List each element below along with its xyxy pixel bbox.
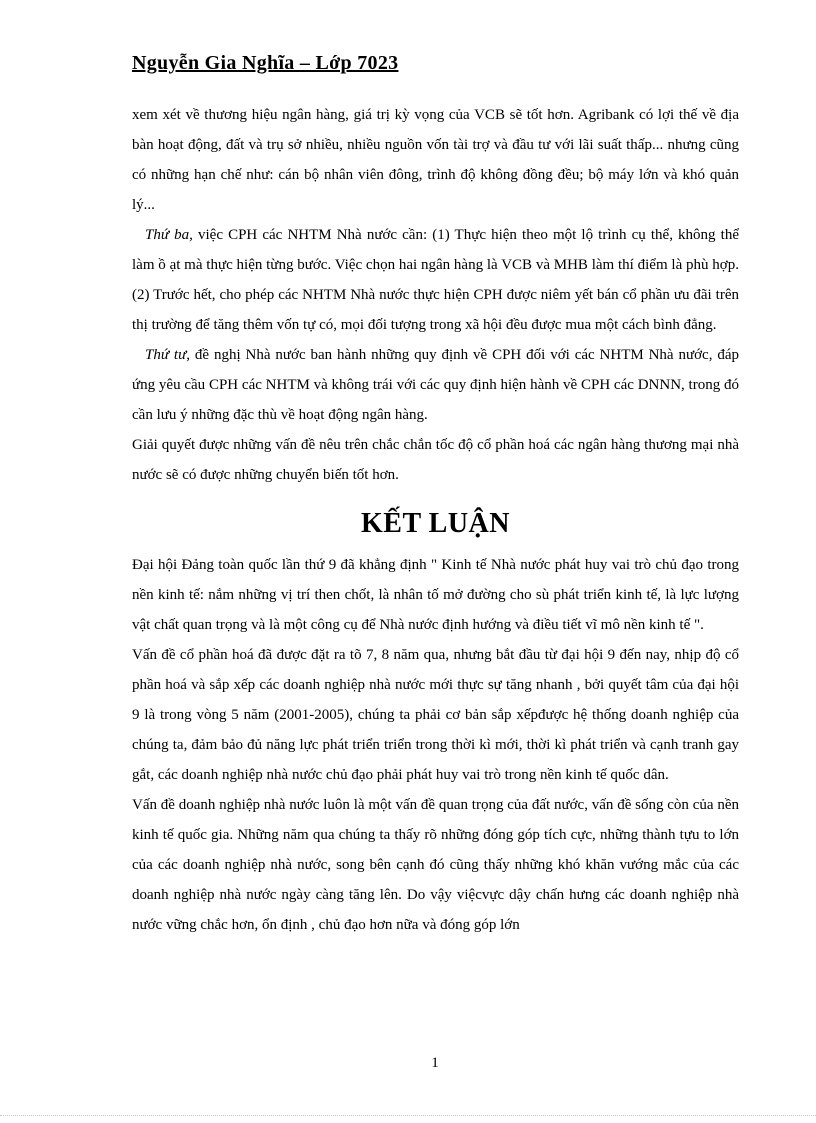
paragraph-conclusion-2 [132,640,739,790]
paragraph-text: Vấn đề cổ phần hoá đã được đặt ra tõ 7, 8 năm qua, nhưng bắt đầu từ đại hội 9 đến nay, nhịp độ cổ phần hoá và sắp xếp các doanh nghiệp nhà nước mới thực sự tăng nhanh , bởi quyết tâm của đại hội 9 là trong vòng 5 năm (2001-2005), chúng ta phải cơ bản sắp xếpđược hệ thống doanh nghiệp của chúng ta, đảm bảo đủ năng lực phát triển triển trong thời kì mới, thời kì phát triển và cạnh tranh gay gắt, các doanh nghiệp nhà nước chủ đạo phải phát huy vai trò trong nền kinh tế quốc dân. [132,647,739,783]
paragraph-summary [132,430,739,490]
paragraph-continuation [132,100,739,220]
paragraph-fourth-point [132,340,739,430]
page-bottom-divider [0,1115,816,1116]
paragraph-text: Giải quyết được những vấn đề nêu trên chắc chắn tốc độ cổ phần hoá các ngân hàng thương mại nhà nước sẽ có được những chuyển biến tốt hơn. [132,437,739,483]
document-body [132,100,739,940]
paragraph-lead: Thứ tư, [145,347,191,363]
paragraph-text: Vấn đề doanh nghiệp nhà nước luôn là một vấn đề quan trọng của đất nước, vấn đề sống còn của nền kinh tế quốc gia. Những năm qua chúng ta thấy rõ những đóng góp tích cực, những thành tựu to lớn của các doanh nghiệp nhà nước, song bên cạnh đó cũng thấy những khó khăn vướng mắc của các doanh nghiệp nhà nước ngày càng tăng lên. Do vậy việcvực dậy chấn hưng các doanh nghiệp nhà nước vững chắc hơn, ổn định , chủ đạo hơn nữa và đóng góp lớn [132,797,739,933]
page-header: Nguyễn Gia Nghĩa – Lớp 7023 [132,52,399,74]
paragraph-lead: Thứ ba, [145,227,193,243]
page-number: 1 [431,1055,439,1071]
paragraph-conclusion-3 [132,790,739,940]
paragraph-text: việc CPH các NHTM Nhà nước cần: (1) Thực hiện theo một lộ trình cụ thể, không thể làm ồ ạt mà thực hiện từng bước. Việc chọn hai ngân hàng là VCB và MHB làm thí điểm là phù hợp. (2) Trước hết, cho phép các NHTM Nhà nước thực hiện CPH được niêm yết bán cổ phần ưu đãi trên thị trường để tăng thêm vốn tự có, mọi đối tượng trong xã hội đều được mua một cách bình đẳng. [132,227,739,333]
paragraph-text: đề nghị Nhà nước ban hành những quy định về CPH đối với các NHTM Nhà nước, đáp ứng yêu cầu CPH các NHTM và không trái với các quy định hiện hành về CPH các DNNN, trong đó cần lưu ý những đặc thù về hoạt động ngân hàng. [132,347,739,423]
paragraph-third-point [132,220,739,340]
paragraph-text: Đại hội Đảng toàn quốc lần thứ 9 đã khẳng định " Kinh tế Nhà nước phát huy vai trò chủ đạo trong nền kinh tế: nắm những vị trí then chốt, là nhân tố mở đường cho sù phát triển kinh tế, là lực lượng vật chất quan trọng và là một công cụ để Nhà nước định hướng và điều tiết vĩ mô nền kinh tế ". [132,557,739,633]
paragraph-text: xem xét về thương hiệu ngân hàng, giá trị kỳ vọng của VCB sẽ tốt hơn. Agribank có lợi thế về địa bàn hoạt động, đất và trụ sở nhiều, nhiều nguồn vốn tài trợ và đầu tư với lãi suất thấp... nhưng cũng có những hạn chế như: cán bộ nhân viên đông, trình độ không đồng đều; bộ máy lớn và khó quản lý... [132,107,739,213]
section-title: KẾT LUẬN [361,508,510,539]
paragraph-conclusion-1 [132,550,739,640]
